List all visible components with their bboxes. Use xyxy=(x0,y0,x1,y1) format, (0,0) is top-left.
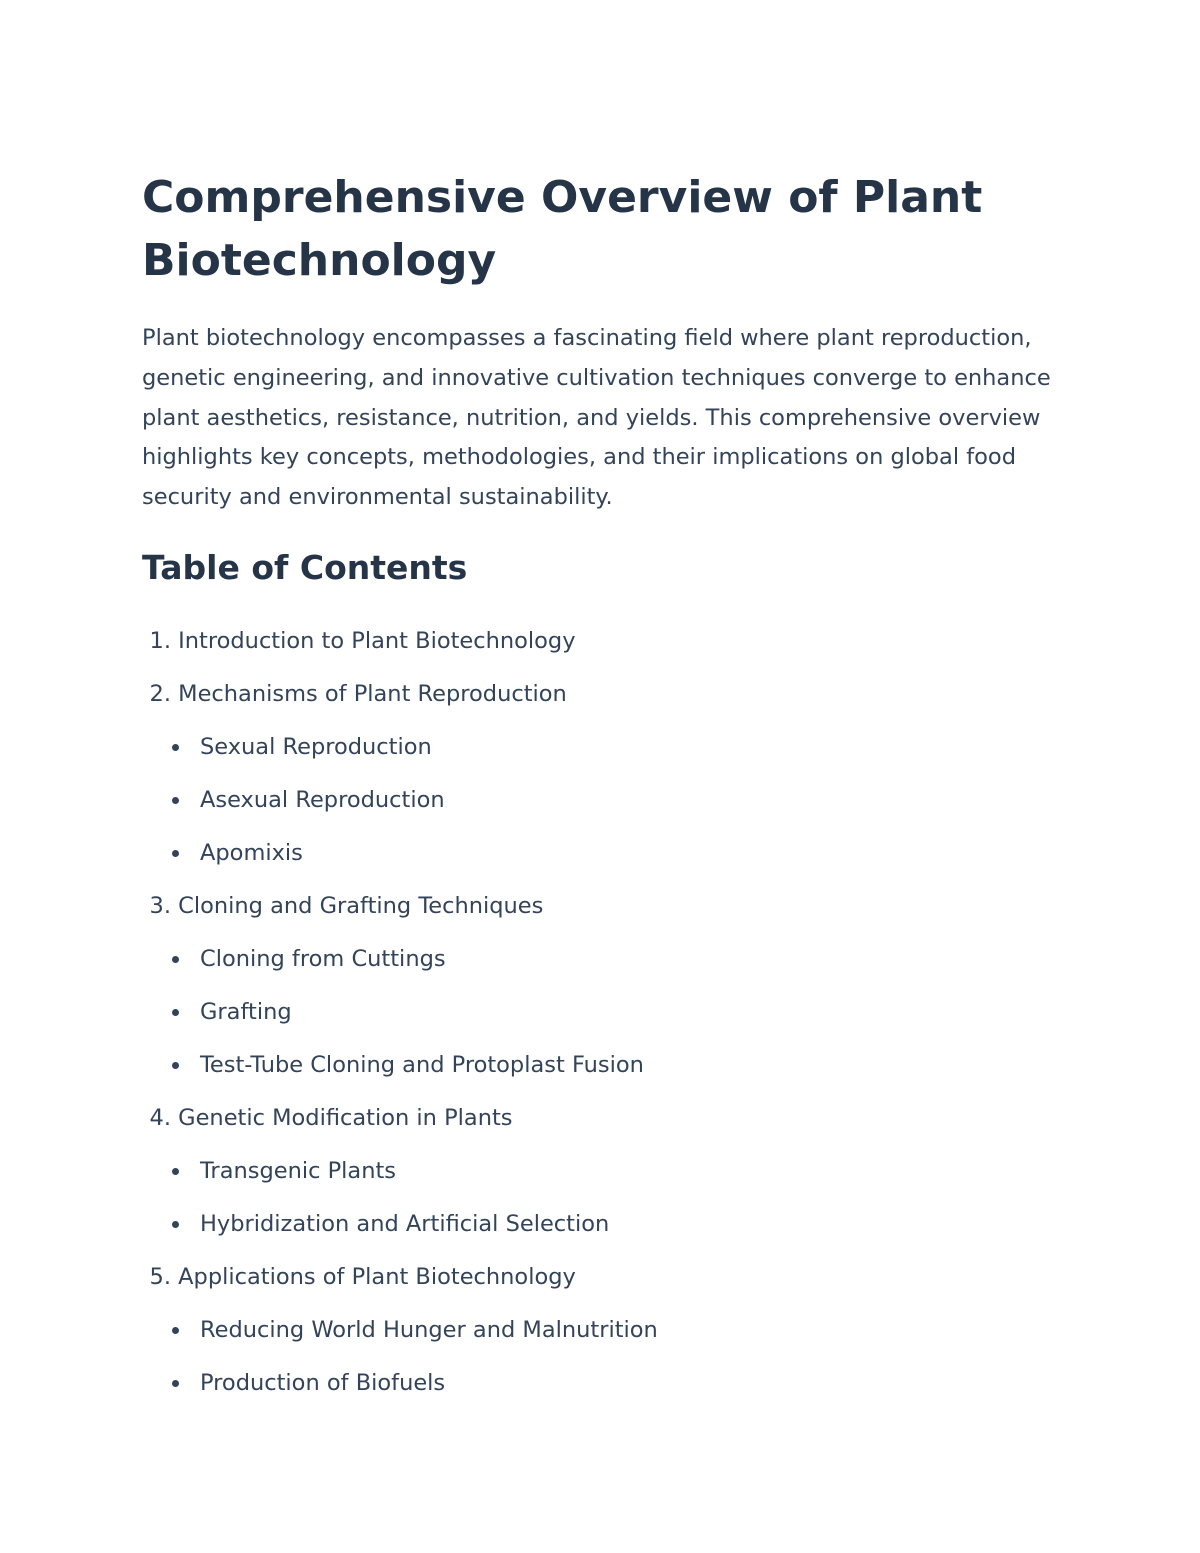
toc-number: 5. xyxy=(149,1263,171,1290)
toc-subitem xyxy=(142,1039,1070,1092)
table-of-contents xyxy=(142,615,1070,1410)
intro-paragraph: Plant biotechnology encompasses a fascinating field where plant reproduction, genetic engineering, and innovative cultivation techniques converge to enhance plant aesthetics, resistance, nutrition, and yields. This comprehensive overview highlights key concepts, methodologies, and their implications on global food security and environmental sustainability. xyxy=(142,325,1051,511)
toc-label: Genetic Modification in Plants xyxy=(178,1104,513,1131)
toc-item-genetic-modification xyxy=(142,1092,1070,1251)
toc-subitem-label: Test-Tube Cloning and Protoplast Fusion xyxy=(200,1051,644,1078)
toc-item-applications xyxy=(142,1251,1070,1410)
bullet-icon xyxy=(172,1168,179,1175)
page-title: Comprehensive Overview of Plant Biotechnology xyxy=(142,172,983,286)
toc-subitem xyxy=(142,986,1070,1039)
toc-item-cloning xyxy=(142,880,1070,1092)
toc-number: 4. xyxy=(149,1104,171,1131)
toc-subitem-label: Production of Biofuels xyxy=(200,1369,446,1396)
toc-subsection-list xyxy=(142,933,1070,1092)
toc-number: 2. xyxy=(149,680,171,707)
toc-subitem xyxy=(142,1357,1070,1410)
toc-heading: Table of Contents xyxy=(142,547,468,587)
bullet-icon xyxy=(172,956,179,963)
toc-subitem-label: Sexual Reproduction xyxy=(200,733,432,760)
toc-subitem-label: Hybridization and Artificial Selection xyxy=(200,1210,610,1237)
bullet-icon xyxy=(172,1009,179,1016)
bullet-icon xyxy=(172,744,179,751)
toc-subitem-label: Asexual Reproduction xyxy=(200,786,445,813)
toc-label: Introduction to Plant Biotechnology xyxy=(178,627,576,654)
bullet-icon xyxy=(172,1221,179,1228)
toc-label: Cloning and Grafting Techniques xyxy=(178,892,544,919)
toc-subitem xyxy=(142,827,1070,880)
toc-number: 1. xyxy=(149,627,171,654)
toc-subitem-label: Reducing World Hunger and Malnutrition xyxy=(200,1316,658,1343)
toc-item-introduction xyxy=(142,615,1070,668)
toc-label: Applications of Plant Biotechnology xyxy=(178,1263,576,1290)
toc-subitem-label: Grafting xyxy=(200,998,292,1025)
toc-item-reproduction xyxy=(142,668,1070,880)
toc-number: 3. xyxy=(149,892,171,919)
toc-subsection-list xyxy=(142,721,1070,880)
toc-subsection-list xyxy=(142,1304,1070,1410)
toc-subitem xyxy=(142,1198,1070,1251)
toc-subitem-label: Cloning from Cuttings xyxy=(200,945,446,972)
toc-subitem xyxy=(142,774,1070,827)
toc-subitem xyxy=(142,1304,1070,1357)
toc-subitem xyxy=(142,1145,1070,1198)
toc-subitem-label: Transgenic Plants xyxy=(200,1157,397,1184)
toc-subsection-list xyxy=(142,1145,1070,1251)
bullet-icon xyxy=(172,1062,179,1069)
toc-subitem xyxy=(142,933,1070,986)
toc-label: Mechanisms of Plant Reproduction xyxy=(178,680,567,707)
bullet-icon xyxy=(172,850,179,857)
bullet-icon xyxy=(172,797,179,804)
bullet-icon xyxy=(172,1327,179,1334)
toc-subitem-label: Apomixis xyxy=(200,839,303,866)
toc-subitem xyxy=(142,721,1070,774)
bullet-icon xyxy=(172,1380,179,1387)
